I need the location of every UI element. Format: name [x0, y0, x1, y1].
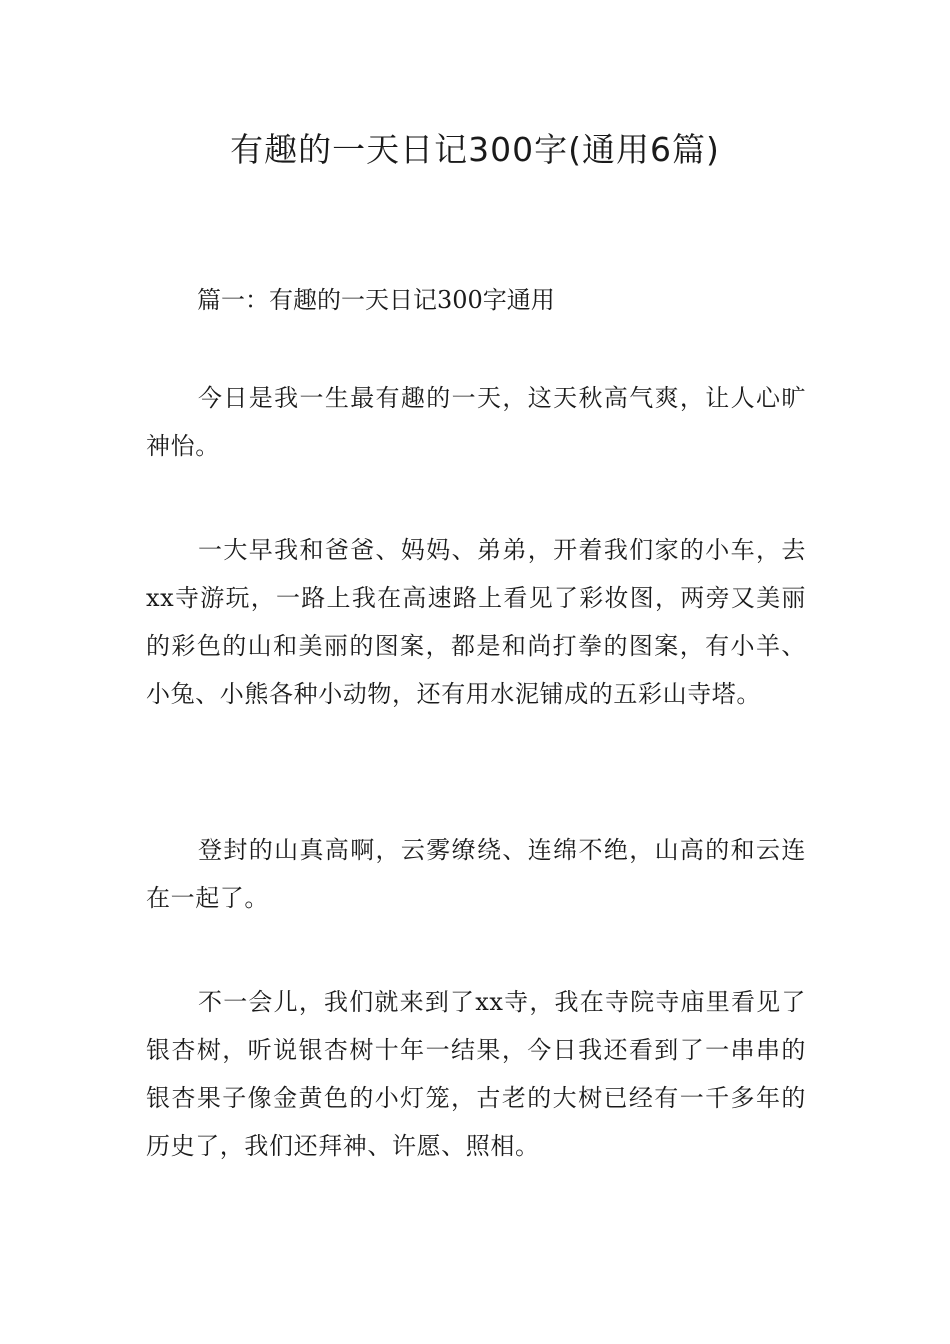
document-title: 有趣的一天日记300字(通用6篇)	[230, 130, 720, 169]
section-heading: 篇一：有趣的一天日记300字通用	[197, 286, 555, 314]
paragraph-1: 今日是我一生最有趣的一天，这天秋高气爽，让人心旷神怡。	[146, 384, 806, 460]
paragraph-2: 一大早我和爸爸、妈妈、弟弟，开着我们家的小车，去xx寺游玩，一路上我在高速路上看见了彩妆图，两旁又美丽的彩色的山和美丽的图案，都是和尚打拳的图案，有小羊、小兔、小熊各种小动物，还有用水泥铺成的五彩山寺塔。	[146, 536, 806, 708]
paragraph-3: 登封的山真高啊，云雾缭绕、连绵不绝，山高的和云连在一起了。	[146, 836, 806, 912]
paragraph-4: 不一会儿，我们就来到了xx寺，我在寺院寺庙里看见了银杏树，听说银杏树十年一结果，今日我还看到了一串串的银杏果子像金黄色的小灯笼，古老的大树已经有一千多年的历史了，我们还拜神、许愿、照相。	[146, 988, 806, 1160]
